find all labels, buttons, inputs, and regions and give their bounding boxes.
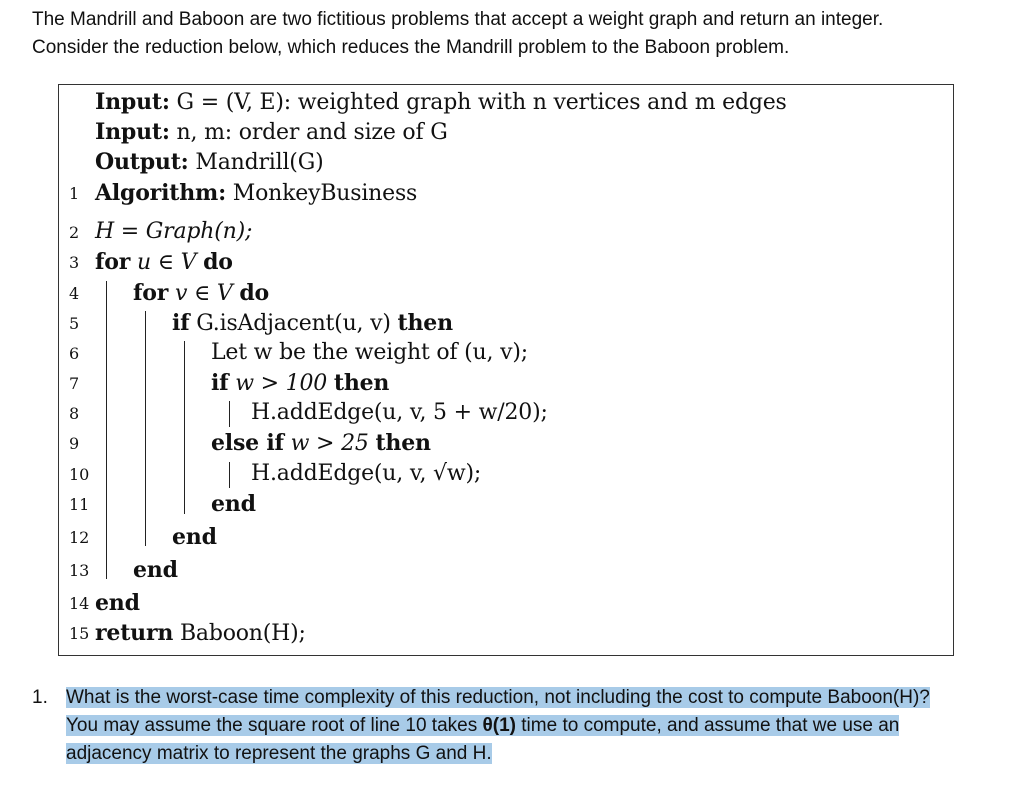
algo-line-4: 4 for v ∈ V do [69, 280, 269, 306]
if-w100-block-bar [229, 401, 230, 427]
algo-line-1: 1 Algorithm: MonkeyBusiness [69, 180, 418, 206]
intro-text [32, 6, 1002, 62]
algo-line-11: 11 end [69, 491, 256, 517]
algo-line-6: 6 Let w be the weight of (u, v); [69, 340, 528, 365]
algo-line-15: 15 return Baboon(H); [69, 620, 306, 646]
for-u-block-bar [106, 281, 107, 579]
question-text: What is the worst-case time complexity of this reduction, not including the cost to compute Baboon(H)? You may assume the square root of line 10 takes θ(1) time to compute, and assume that we use an adjacency matrix to represent the graphs G and H. [66, 687, 930, 764]
if-adjacent-block-bar [184, 341, 185, 514]
question-number: 1. [32, 687, 48, 708]
algo-line-3: 3 for u ∈ V do [69, 249, 233, 275]
algo-line-14: 14 end [69, 590, 140, 616]
algo-line-7: 7 if w > 100 then [69, 370, 390, 396]
else-if-block-bar [229, 462, 230, 488]
for-v-block-bar [145, 311, 146, 546]
algo-line-12: 12 end [69, 524, 217, 550]
algo-line-10: 10 H.addEdge(u, v, √w); [69, 461, 482, 486]
algo-line-9: 9 else if w > 25 then [69, 430, 431, 456]
algo-input-2: Input: n, m: order and size of G [95, 119, 448, 145]
intro-line-1: The Mandrill and Baboon are two fictitious problems that accept a weight graph and return an integer. [32, 9, 884, 30]
algo-output: Output: Mandrill(G) [95, 149, 324, 175]
theta-notation: θ(1) [482, 715, 516, 736]
algo-line-8: 8 H.addEdge(u, v, 5 + w/20); [69, 400, 548, 425]
algo-line-2: 2 H = Graph(n); [69, 219, 253, 244]
algo-input-1: Input: G = (V, E): weighted graph with n vertices and m edges [95, 89, 787, 115]
algo-line-5: 5 if G.isAdjacent(u, v) then [69, 310, 453, 336]
algorithm-box [58, 84, 954, 656]
algo-line-13: 13 end [69, 557, 178, 583]
intro-line-2: Consider the reduction below, which reduces the Mandrill problem to the Baboon problem. [32, 37, 790, 58]
